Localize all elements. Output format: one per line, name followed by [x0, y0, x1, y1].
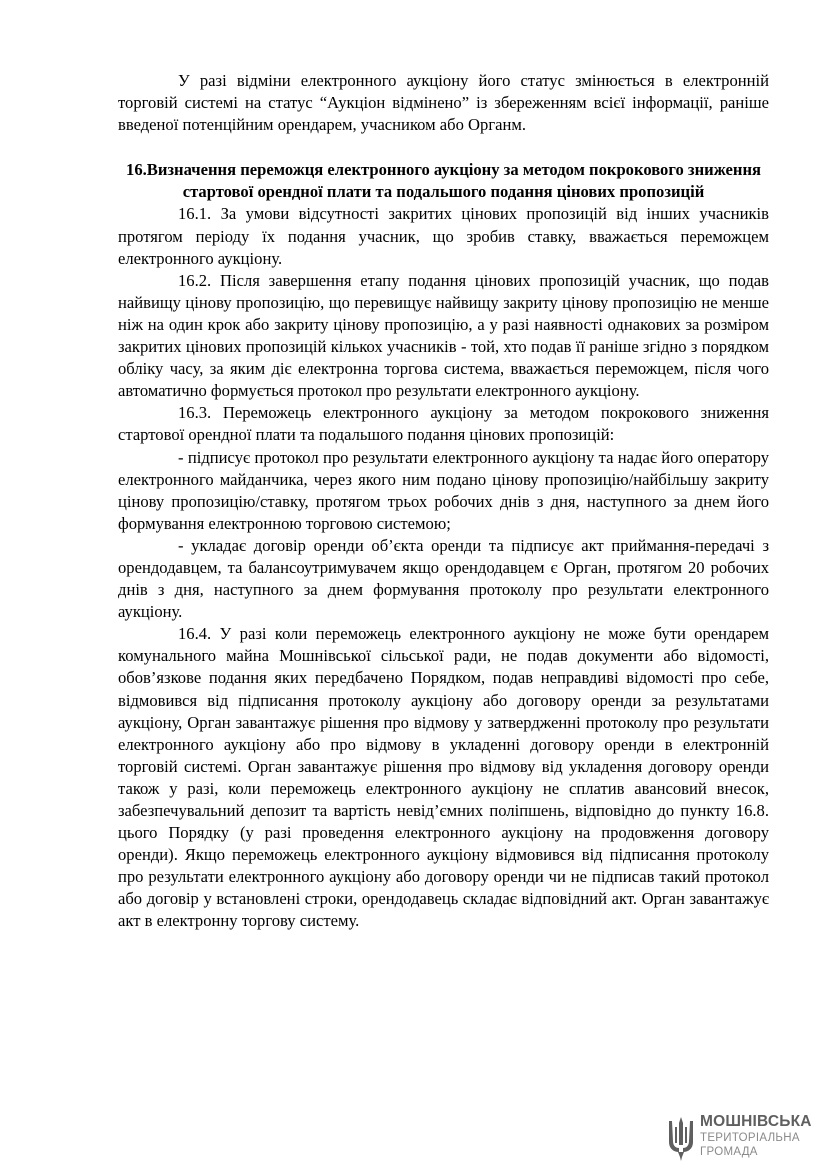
list-item: - укладає договір оренди об’єкта оренди та підписує акт приймання-передачі з орендодавцем, та балансоутримувачем якщо орендодавцем є Орган, протягом 20 робочих днів з дня, наступного за днем формування протоколу про результати електронного аукціону. [118, 535, 769, 622]
community-logo [666, 1113, 816, 1165]
intro-paragraph: У разі відміни електронного аукціону його статус змінюється в електронній торговій системі на статус “Аукціон відмінено” із збереженням всієї інформації, раніше введеної потенційним орендарем, учасником або Органм. [118, 71, 769, 135]
logo-subtitle-1: ТЕРИТОРІАЛЬНА [700, 1132, 800, 1144]
trident-icon [666, 1115, 696, 1163]
paragraph-16-3: 16.3. Переможець електронного аукціону за методом покрокового зниження стартової орендної плати та подальшого подання цінових пропозицій: [118, 403, 769, 445]
list-item: - підписує протокол про результати електронного аукціону та надає його оператору електронного майданчика, через якого ним подано цінову пропозицію/найбільшу закриту цінову пропозицію/ставку, протягом трьох робочих днів з дня, наступного за днем його формування електронною торговою системою; [118, 447, 769, 533]
paragraph-16-2: 16.2. Після завершення етапу подання цінових пропозицій учасник, що подав найвищу цінову пропозицію, що перевищує найвищу закриту цінову пропозицію не менше ніж на один крок або закриту цінову пропозицію, а у разі наявності однакових за розміром закритих цінових пропозицій кількох учасників - той, хто подав її раніше згідно з порядком обліку часу, за яким діє електронна торгова система, вважається переможцем, після чого автоматично формується протокол про результати електронного аукціону. [118, 270, 769, 401]
paragraph-16-1: 16.1. За умови відсутності закритих цінових пропозицій від інших учасників протягом періоду їх подання учасник, що зробив ставку, вважається переможцем електронного аукціону. [118, 204, 769, 268]
logo-subtitle-2: ГРОМАДА [700, 1146, 758, 1158]
section-title: 16.Визначення переможця електронного аукціону за методом покрокового зниження стартової орендної плати та подальшого подання цінових пропозицій [126, 160, 761, 202]
document-page [118, 70, 769, 933]
logo-name: МОШНІВСЬКА [700, 1113, 812, 1130]
paragraph-16-4: 16.4. У разі коли переможець електронного аукціону не може бути орендарем комунального майна Мошнівської сільської ради, не подав документи або відомості, обов’язкове подання яких передбачено Порядком, подав неправдиві відомості про себе, відмовився від підписання протоколу аукціону або договору оренди за результатами аукціону, Орган завантажує рішення про відмову у затвердженні протоколу про результати електронного аукціону або про відмову в укладенні договору оренди в електронній торговій системі. Орган завантажує рішення про відмову від укладення договору оренди також у разі, коли переможець електронного аукціону не сплатив авансовий внесок, забезпечувальний депозит та вартість невід’ємних поліпшень, відповідно до пункту 16.8. цього Порядку (у разі проведення електронного аукціону на продовження договору оренди). Якщо переможець електронного аукціону відмовився від підписання протоколу про результати електронного аукціону або договору оренди чи не підписав такий протокол або договір у встановлені строки, орендодавець складає відповідний акт. Орган завантажує акт в електронну торгову систему. [118, 624, 769, 931]
